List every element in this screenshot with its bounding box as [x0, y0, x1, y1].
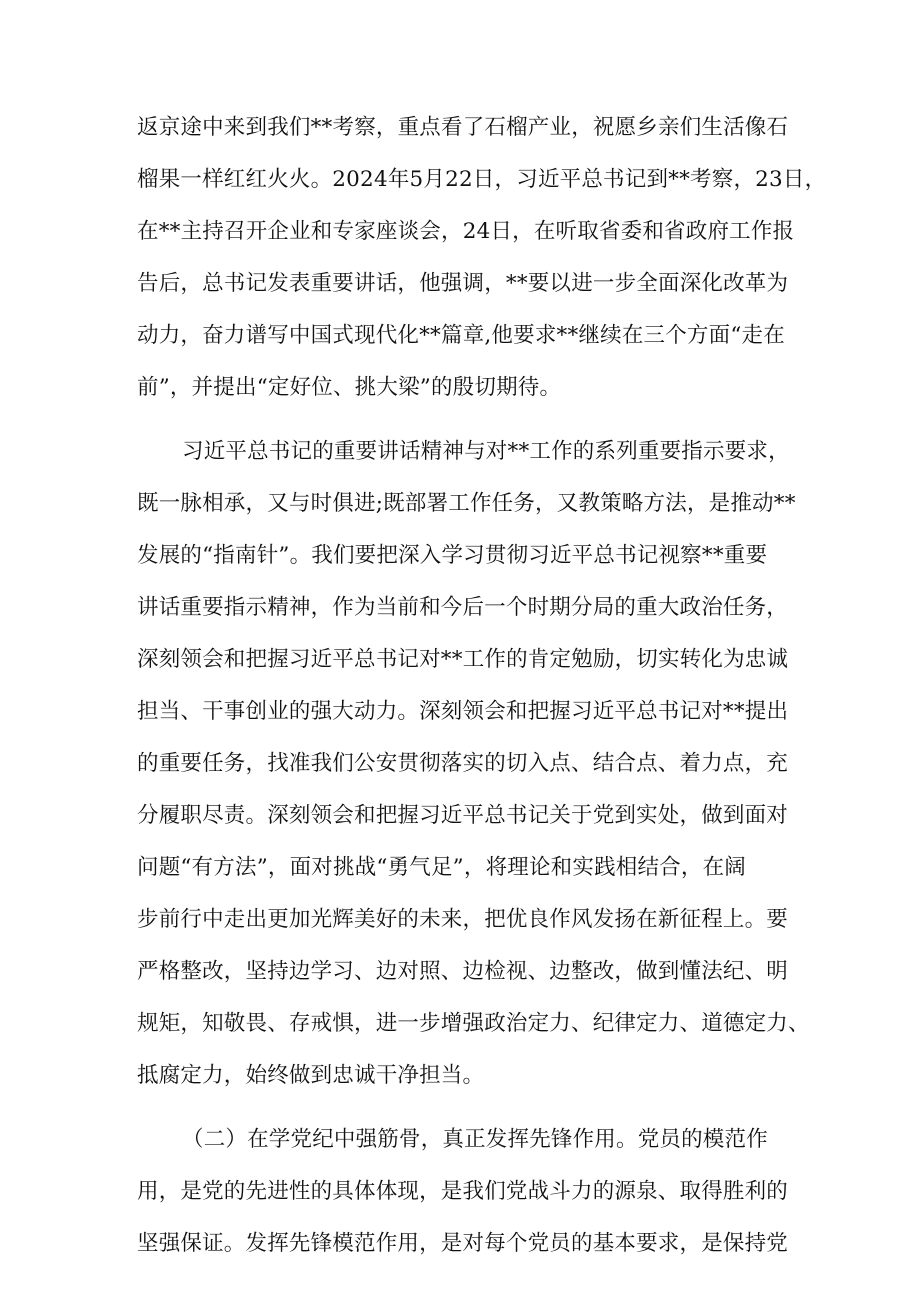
text-line: 动力，奋力谱写中国式现代化**篇章,他要求**继续在三个方面“走在 [137, 323, 785, 348]
text-line: 步前行中走出更加光辉美好的未来，把优良作风发扬在新征程上。要 [137, 907, 789, 932]
text-line: 榴果一样红红火火。2024年5月22日，习近平总书记到**考察，23日， [137, 167, 827, 192]
text-line: 担当、干事创业的强大动力。深刻领会和把握习近平总书记对**提出 [137, 699, 789, 724]
text-line: 发展的“指南针”。我们要把深入学习贯彻习近平总书记视察**重要 [137, 543, 768, 568]
text-line: 严格整改，坚持边学习、边对照、边检视、边整改，做到懂法纪、明 [137, 959, 789, 984]
text-line: 用，是党的先进性的具体体现，是我们党战斗力的源泉、取得胜利的 [137, 1179, 789, 1204]
text-line: 既一脉相承，又与时俱进;既部署工作任务，又教策略方法，是推动** [137, 491, 796, 516]
text-line: 习近平总书记的重要讲话精神与对**工作的系列重要指示要求， [182, 439, 790, 464]
text-line: 的重要任务，找准我们公安贯彻落实的切入点、结合点、着力点，充 [137, 751, 789, 776]
text-line: 告后，总书记发表重要讲话，他强调，**要以进一步全面深化改革为 [137, 271, 789, 296]
text-line: 坚强保证。发挥先锋模范作用，是对每个党员的基本要求，是保持党 [137, 1231, 789, 1256]
text-line: 深刻领会和把握习近平总书记对**工作的肯定勉励，切实转化为忠诚 [137, 647, 789, 672]
section-heading-line: （二）在学党纪中强筋骨，真正发挥先锋作用。党员的模范作 [182, 1127, 768, 1152]
text-line: 问题“有方法”，面对挑战“勇气足”，将理论和实践相结合，在阔 [137, 855, 746, 880]
text-line: 抵腐定力，始终做到忠诚干净担当。 [137, 1063, 485, 1088]
text-line: 返京途中来到我们**考察，重点看了石榴产业，祝愿乡亲们生活像石 [137, 115, 789, 140]
text-line: 在**主持召开企业和专家座谈会，24日，在听取省委和省政府工作报 [137, 219, 795, 244]
text-line: 前”，并提出“定好位、挑大梁”的殷切期待。 [137, 375, 562, 400]
text-line: 讲话重要指示精神，作为当前和今后一个时期分局的重大政治任务， [137, 595, 789, 620]
text-line: 分履职尽责。深刻领会和把握习近平总书记关于党到实处，做到面对 [137, 803, 789, 828]
text-line: 规矩，知敬畏、存戒惧，进一步增强政治定力、纪律定力、道德定力、 [137, 1011, 810, 1036]
